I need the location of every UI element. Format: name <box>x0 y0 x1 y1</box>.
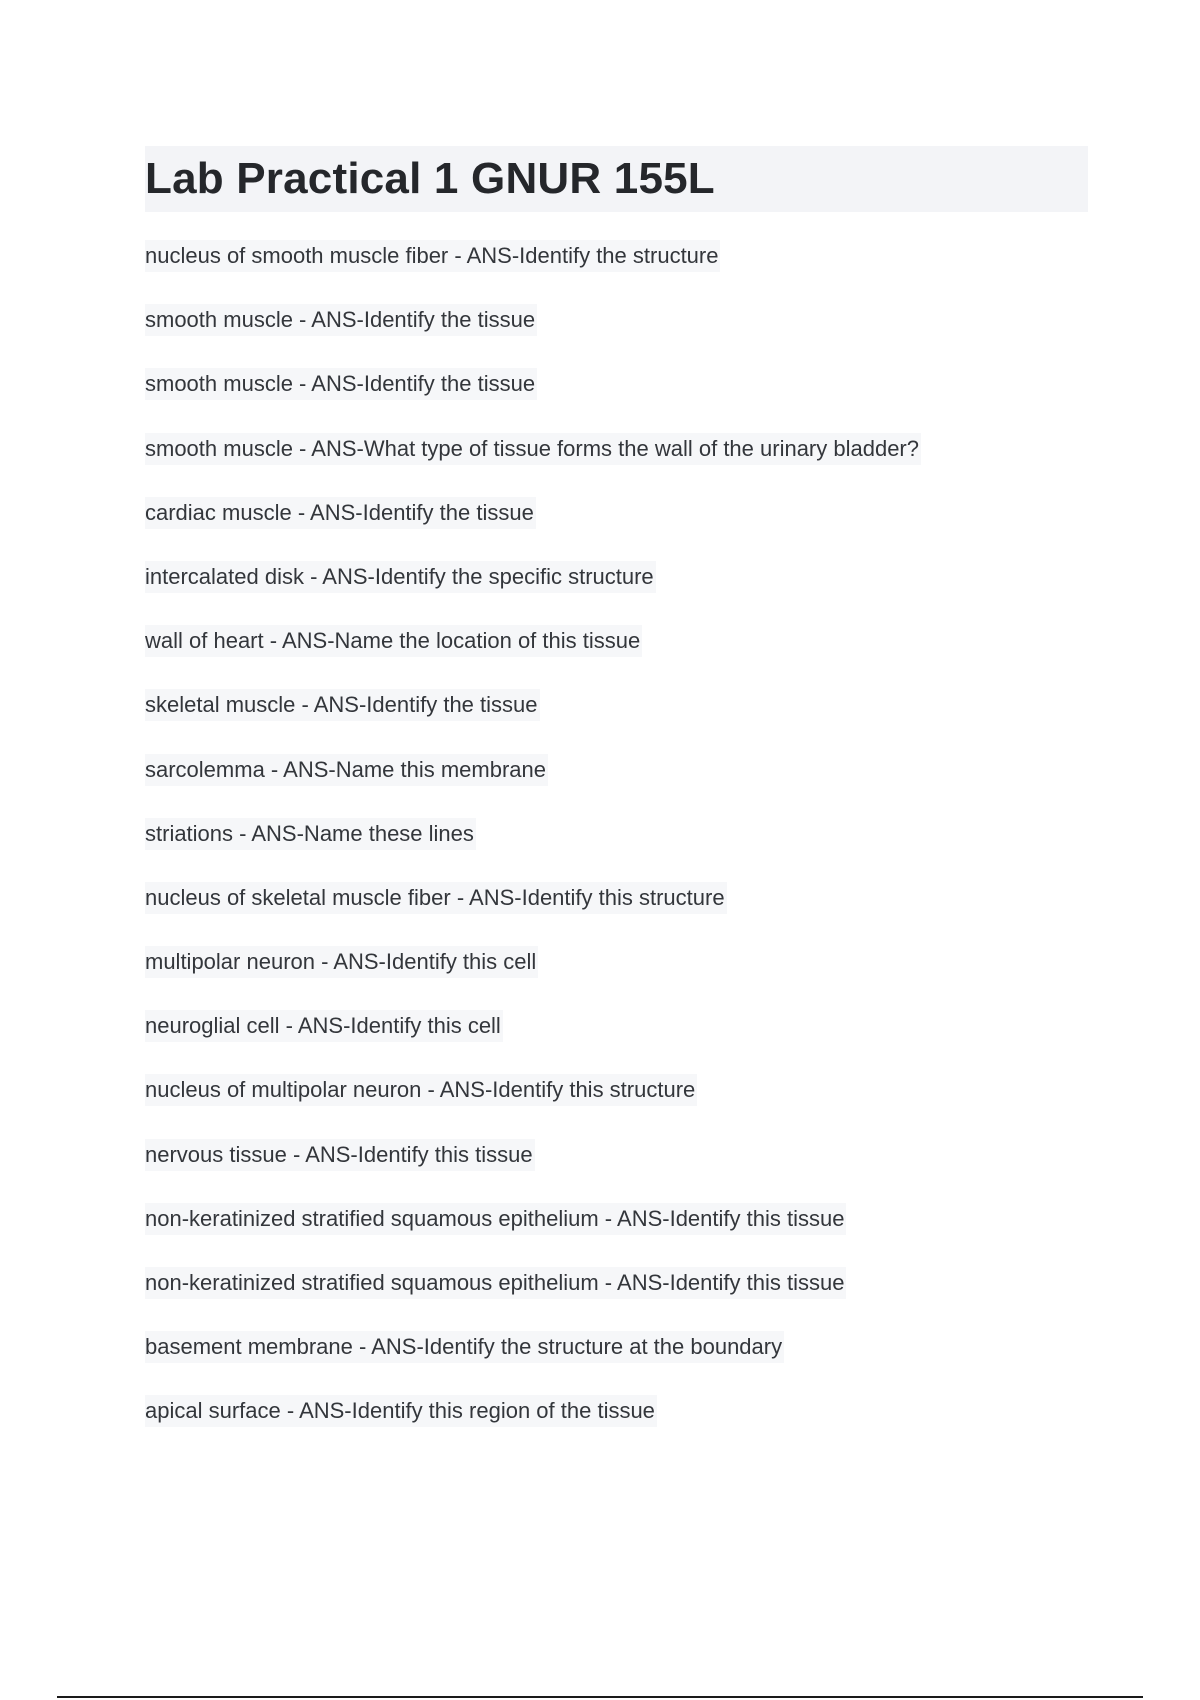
list-item <box>145 497 921 561</box>
list-item <box>145 1203 921 1267</box>
qa-text: basement membrane - ANS-Identify the structure at the boundary <box>145 1331 784 1363</box>
qa-text: non-keratinized stratified squamous epithelium - ANS-Identify this tissue <box>145 1267 846 1299</box>
list-item <box>145 1074 921 1138</box>
list-item <box>145 1331 921 1395</box>
list-item <box>145 304 921 368</box>
list-item <box>145 368 921 432</box>
qa-list <box>145 240 921 1460</box>
qa-text: nucleus of multipolar neuron - ANS-Identify this structure <box>145 1074 697 1106</box>
qa-text: nervous tissue - ANS-Identify this tissue <box>145 1139 535 1171</box>
list-item <box>145 1139 921 1203</box>
qa-text: cardiac muscle - ANS-Identify the tissue <box>145 497 536 529</box>
qa-text: smooth muscle - ANS-Identify the tissue <box>145 304 537 336</box>
qa-text: apical surface - ANS-Identify this region of the tissue <box>145 1395 657 1427</box>
list-item <box>145 561 921 625</box>
list-item <box>145 1395 921 1459</box>
list-item <box>145 433 921 497</box>
list-item <box>145 946 921 1010</box>
list-item <box>145 754 921 818</box>
list-item <box>145 1010 921 1074</box>
list-item <box>145 625 921 689</box>
qa-text: nucleus of smooth muscle fiber - ANS-Identify the structure <box>145 240 720 272</box>
qa-text: smooth muscle - ANS-What type of tissue forms the wall of the urinary bladder? <box>145 433 921 465</box>
list-item <box>145 689 921 753</box>
title-bar <box>145 146 1088 212</box>
qa-text: non-keratinized stratified squamous epithelium - ANS-Identify this tissue <box>145 1203 846 1235</box>
qa-text: skeletal muscle - ANS-Identify the tissue <box>145 689 540 721</box>
qa-text: multipolar neuron - ANS-Identify this cell <box>145 946 538 978</box>
qa-text: intercalated disk - ANS-Identify the specific structure <box>145 561 656 593</box>
list-item <box>145 240 921 304</box>
qa-text: nucleus of skeletal muscle fiber - ANS-Identify this structure <box>145 882 727 914</box>
list-item <box>145 1267 921 1331</box>
qa-text: striations - ANS-Name these lines <box>145 818 476 850</box>
qa-text: sarcolemma - ANS-Name this membrane <box>145 754 548 786</box>
qa-text: smooth muscle - ANS-Identify the tissue <box>145 368 537 400</box>
list-item <box>145 882 921 946</box>
footer-divider <box>57 1696 1143 1698</box>
page-title: Lab Practical 1 GNUR 155L <box>145 154 715 203</box>
list-item <box>145 818 921 882</box>
qa-text: wall of heart - ANS-Name the location of this tissue <box>145 625 642 657</box>
qa-text: neuroglial cell - ANS-Identify this cell <box>145 1010 503 1042</box>
